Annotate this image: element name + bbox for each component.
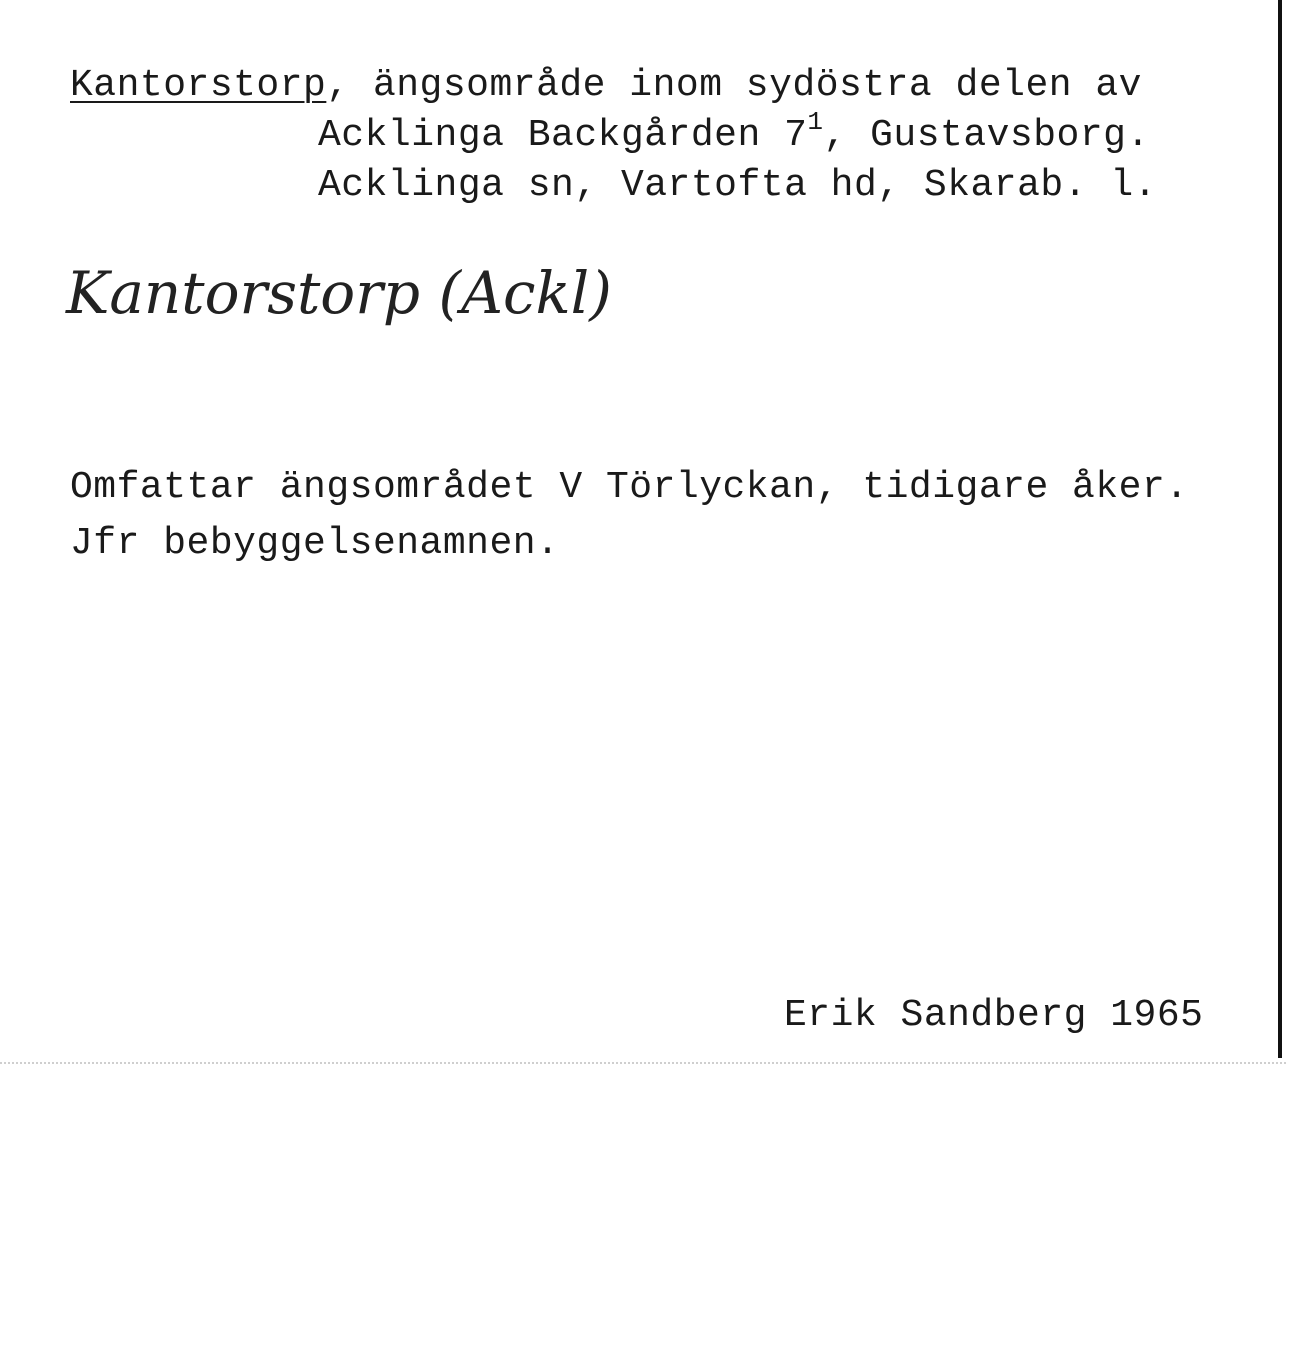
card-right-edge: [1278, 0, 1282, 1058]
handwritten-text: Kantorstorp (Ackl): [66, 259, 612, 327]
handwritten-annotation: [60, 235, 760, 355]
body-line-2: Jfr bebyggelsenamnen.: [70, 522, 560, 565]
entry-line-1: [70, 64, 1142, 108]
entry-line-1-rest: , ängsområde inom sydöstra delen av: [326, 64, 1142, 107]
entry-line-2-rest: , Gustavsborg.: [823, 114, 1150, 157]
headword: Kantorstorp: [70, 64, 327, 107]
entry-line-2-superscript: 1: [807, 107, 824, 137]
entry-line-2-main: Acklinga Backgården 7: [318, 114, 808, 157]
body-line-1: Omfattar ängsområdet V Törlyckan, tidigare åker.: [70, 466, 1189, 509]
card-bottom-edge: [0, 1062, 1286, 1064]
entry-line-3: Acklinga sn, Vartofta hd, Skarab. l.: [318, 164, 1157, 207]
entry-line-2: [318, 107, 1150, 158]
signature: Erik Sandberg 1965: [784, 994, 1204, 1037]
